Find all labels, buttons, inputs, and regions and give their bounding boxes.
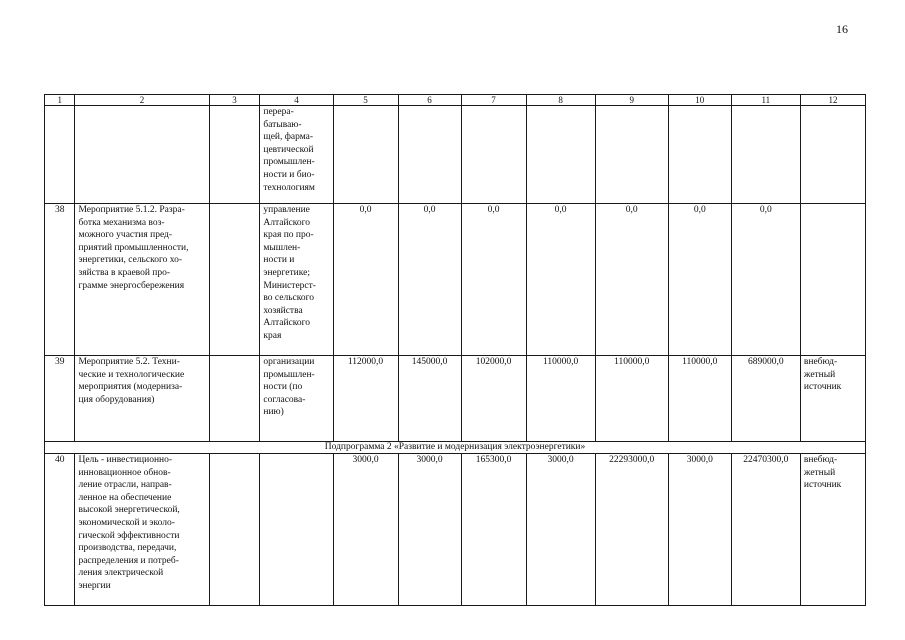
- empty-cell: [333, 106, 398, 204]
- funding-value: 110000,0: [668, 356, 731, 442]
- funding-value: 3000,0: [333, 454, 398, 606]
- empty-cell: [668, 106, 731, 204]
- budget-table: [44, 94, 866, 606]
- funding-value: 3000,0: [398, 454, 461, 606]
- table-row: [45, 204, 866, 356]
- row-number: 39: [45, 356, 75, 442]
- col3-cell: [209, 204, 260, 356]
- empty-cell: [45, 106, 75, 204]
- funding-value: 112000,0: [333, 356, 398, 442]
- column-header: 6: [398, 95, 461, 106]
- funding-value: 145000,0: [398, 356, 461, 442]
- column-header: 2: [75, 95, 209, 106]
- page-number: 16: [836, 22, 848, 36]
- funding-value: 0,0: [731, 204, 800, 356]
- subprogram-title: Подпрограмма 2 «Развитие и модернизация электроэнергетики»: [45, 442, 866, 454]
- funding-value: 0,0: [461, 204, 526, 356]
- measure-title: Цель - инвестиционно- инновационное обнов- ление отрасли, направ- ленное на обеспечение высокой энергетической, экономической и эколо- гической эффективности производства, передачи, распределения и потреб- ления электрической энергии: [75, 454, 209, 606]
- empty-cell: [461, 106, 526, 204]
- funding-value: 110000,0: [595, 356, 668, 442]
- empty-cell: [75, 106, 209, 204]
- funding-source: внебюд- жетный источник: [800, 454, 865, 606]
- column-header-row: [45, 95, 866, 106]
- funding-value: 3000,0: [526, 454, 595, 606]
- column-header: 9: [595, 95, 668, 106]
- table-row: [45, 356, 866, 442]
- measure-title: Мероприятие 5.1.2. Разра- ботка механизма воз- можного участия пред- приятий промышленности, энергетики, сельского хо- зяйства в краевой про- грамме энергосбережения: [75, 204, 209, 356]
- executor-cell: организации промышлен- ности (по согласова- нию): [260, 356, 333, 442]
- subprogram-row: [45, 442, 866, 454]
- table-row-continuation: [45, 106, 866, 204]
- row-number: 38: [45, 204, 75, 356]
- column-header: 12: [800, 95, 865, 106]
- funding-value: 22470300,0: [731, 454, 800, 606]
- column-header: 7: [461, 95, 526, 106]
- row-number: 40: [45, 454, 75, 606]
- col3-cell: [209, 454, 260, 606]
- executor-cell: [260, 454, 333, 606]
- executor-cell: перера- батываю- щей, фарма- цевтической промышлен- ности и био- технологиям: [260, 106, 333, 204]
- funding-value: 0,0: [398, 204, 461, 356]
- empty-cell: [526, 106, 595, 204]
- column-header: 5: [333, 95, 398, 106]
- col3-cell: [209, 356, 260, 442]
- executor-cell: управление Алтайского края по про- мышлен- ности и энергетике; Министерст- во сельского хозяйства Алтайского края: [260, 204, 333, 356]
- empty-cell: [800, 106, 865, 204]
- funding-value: 689000,0: [731, 356, 800, 442]
- column-header: 4: [260, 95, 333, 106]
- funding-value: 102000,0: [461, 356, 526, 442]
- column-header: 3: [209, 95, 260, 106]
- funding-source: [800, 204, 865, 356]
- funding-value: 0,0: [668, 204, 731, 356]
- funding-value: 3000,0: [668, 454, 731, 606]
- funding-value: 0,0: [595, 204, 668, 356]
- empty-cell: [595, 106, 668, 204]
- column-header: 1: [45, 95, 75, 106]
- measure-title: Мероприятие 5.2. Техни- ческие и технологические мероприятия (модерниза- ция оборудования): [75, 356, 209, 442]
- empty-cell: [398, 106, 461, 204]
- table-row: [45, 454, 866, 606]
- funding-value: 165300,0: [461, 454, 526, 606]
- funding-value: 110000,0: [526, 356, 595, 442]
- funding-value: 22293000,0: [595, 454, 668, 606]
- table-body: [45, 106, 866, 606]
- empty-cell: [731, 106, 800, 204]
- funding-value: 0,0: [333, 204, 398, 356]
- funding-value: 0,0: [526, 204, 595, 356]
- column-header: 8: [526, 95, 595, 106]
- funding-source: внебюд- жетный источник: [800, 356, 865, 442]
- column-header: 11: [731, 95, 800, 106]
- empty-cell: [209, 106, 260, 204]
- column-header: 10: [668, 95, 731, 106]
